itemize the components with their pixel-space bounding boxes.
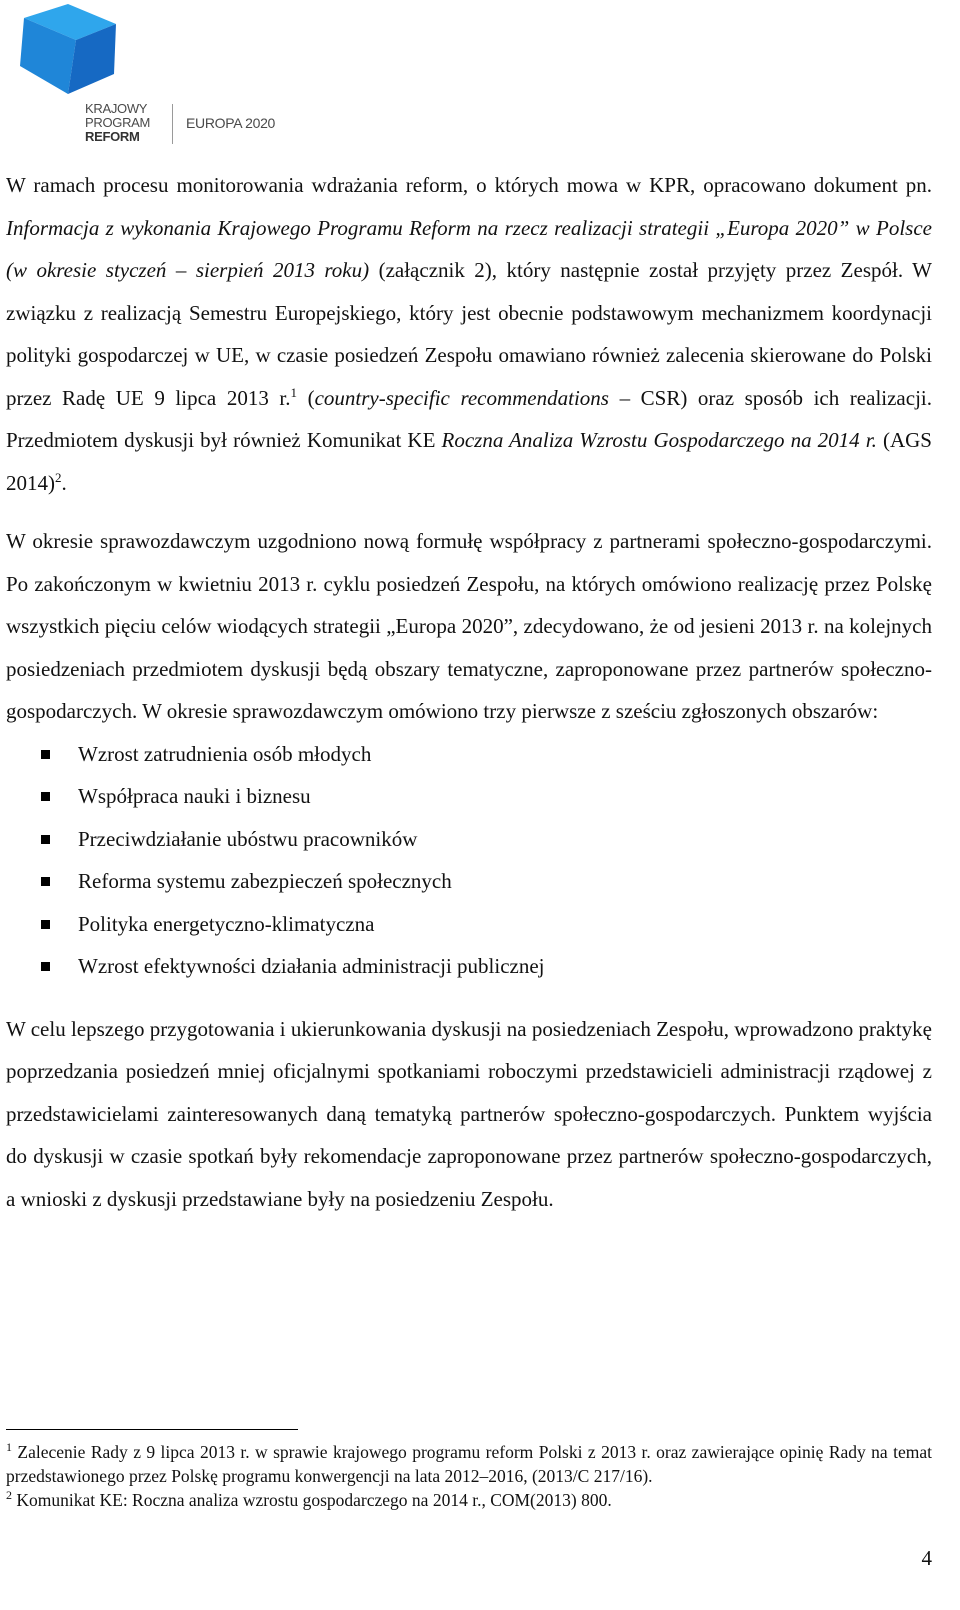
logo-line-3: REFORM (85, 129, 140, 144)
p1-text-5: (AGS 2014) (6, 428, 932, 495)
logo-divider (172, 104, 173, 144)
list-item: Współpraca nauki i biznesu (78, 775, 932, 818)
footnote-ref-2[interactable]: 2 (55, 469, 62, 485)
p1-text-4: – CSR) oraz sposób ich realizacji. Przedmiotem dyskusji był również Komunikat KE (6, 385, 932, 452)
footnote-1-text: Zalecenie Rady z 9 lipca 2013 r. w sprawie krajowego programu reform Polski z 2013 r. oraz zawierające opinię Rady na temat przedstawionego przez Polskę programu konwergencji na lata 2012–2016, (2013/C 217/16). (6, 1442, 932, 1486)
list-item: Wzrost efektywności działania administracji publicznej (78, 945, 932, 988)
footnote-2-text: Komunikat KE: Roczna analiza wzrostu gospodarczego na 2014 r., COM(2013) 800. (12, 1490, 612, 1510)
p1-text-1: W ramach procesu monitorowania wdrażania reform, o których mowa w KPR, opracowano dokument pn. (6, 173, 932, 197)
p1-text-2: (załącznik 2), który następnie został przyjęty przez Zespół. W związku z realizacją Semestru Europejskiego, który jest obecnie podstawowym mechanizmem koordynacji polityki gospodarczej w UE, w czasie posiedzeń Zespołu omawiano również zalecenia skierowane do Polski przez Radę UE 9 lipca 2013 r. (6, 258, 932, 410)
p1-text-3: ( (297, 385, 315, 410)
logo-line-1: KRAJOWY (85, 101, 148, 116)
p1-italic-title: Informacja z wykonania Krajowego Programu Reform na rzecz realizacji strategii „Europa 2020” w Polsce (w okresie styczeń – sierpień 2013 roku) (6, 215, 932, 282)
list-item: Reforma systemu zabezpieczeń społecznych (78, 860, 932, 903)
footnote-ref-1[interactable]: 1 (290, 384, 297, 400)
page-number: 4 (921, 1546, 932, 1570)
thematic-areas-list (6, 733, 932, 988)
p1-text-6: . (61, 470, 67, 495)
footnote-1 (6, 1440, 932, 1488)
paragraph-3: W celu lepszego przygotowania i ukierunkowania dyskusji na posiedzeniach Zespołu, wprowadzono praktykę poprzedzania posiedzeń mniej oficjalnymi spotkaniami roboczymi przedstawicieli administracji rządowej z przedstawicielami zainteresowanych daną tematyką partnerów społeczno-gospodarczych. Punktem wyjścia do dyskusji w czasie spotkań były rekomendacje zaproponowane przez partnerów społeczno-gospodarczych, a wnioski z dyskusji przedstawiane były na posiedzeniu Zespołu. (6, 1016, 932, 1211)
logo-line-2: PROGRAM (85, 115, 151, 130)
document-body (6, 164, 932, 1220)
logo-cube-icon (16, 4, 126, 100)
list-item: Polityka energetyczno-klimatyczna (78, 903, 932, 946)
footnote-2-number: 2 (6, 1488, 12, 1503)
paragraph-1 (6, 164, 932, 504)
logo-wordmark (85, 102, 150, 144)
list-item: Wzrost zatrudnienia osób młodych (78, 733, 932, 776)
footnote-1-number: 1 (6, 1440, 12, 1455)
list-item: Przeciwdziałanie ubóstwu pracowników (78, 818, 932, 861)
logo-europa-2020: EUROPA 2020 (186, 115, 276, 131)
footnote-separator (6, 1429, 298, 1430)
footnote-2 (6, 1488, 932, 1512)
krajowy-program-reform-logo (16, 4, 286, 144)
footnotes (6, 1440, 932, 1512)
p1-italic-ags: Roczna Analiza Wzrostu Gospodarczego na 2014 r. (441, 428, 877, 452)
paragraph-2: W okresie sprawozdawczym uzgodniono nową formułę współpracy z partnerami społeczno-gospodarczymi. Po zakończonym w kwietniu 2013 r. cyklu posiedzeń Zespołu, na których omówiono realizację przez Polskę wszystkich pięciu celów wiodących strategii „Europa 2020”, zdecydowano, że od jesieni 2013 r. na kolejnych posiedzeniach przedmiotem dyskusji będą obszary tematyczne, zaproponowane przez partnerów społeczno-gospodarczych. W okresie sprawozdawczym omówiono trzy pierwsze z sześciu zgłoszonych obszarów: (6, 529, 932, 723)
p1-italic-csr: country-specific recommendations (314, 385, 609, 410)
